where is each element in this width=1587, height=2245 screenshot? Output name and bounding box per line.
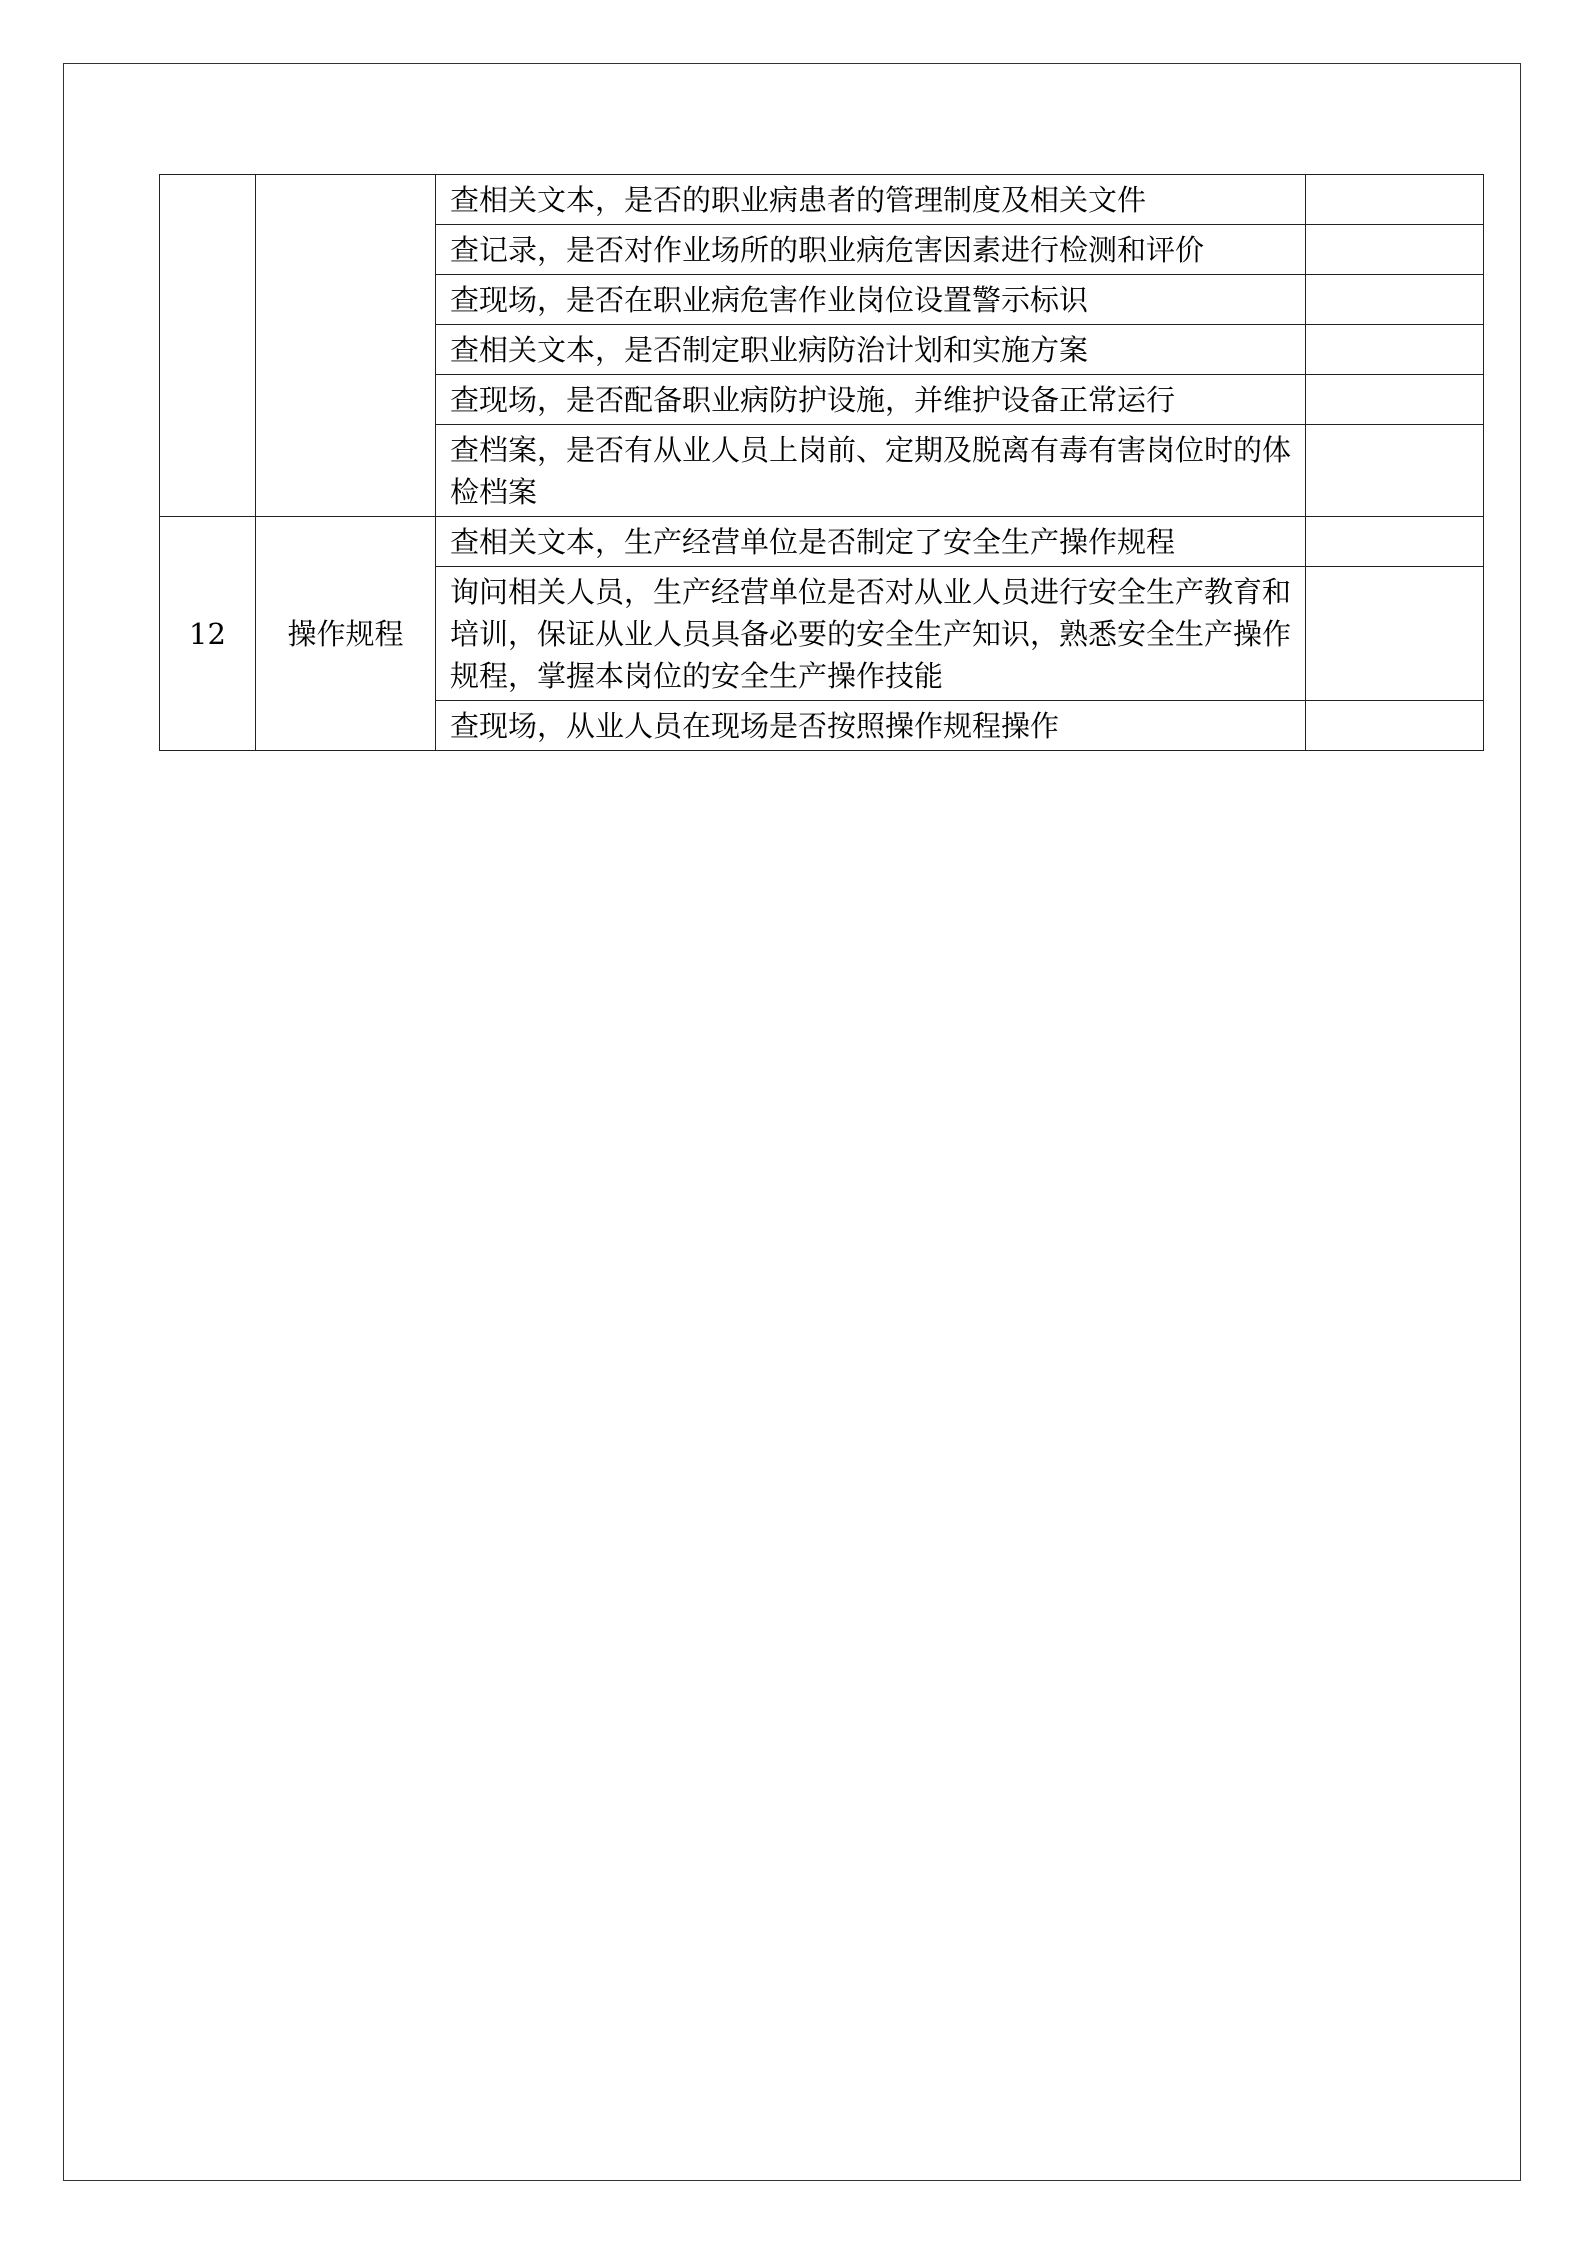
check-content-cell: 查现场，是否在职业病危害作业岗位设置警示标识	[436, 275, 1306, 325]
check-content-cell: 询问相关人员，生产经营单位是否对从业人员进行安全生产教育和培训，保证从业人员具备必要的安全生产知识，熟悉安全生产操作规程，掌握本岗位的安全生产操作技能	[436, 567, 1306, 701]
table-row	[160, 175, 1484, 225]
inspection-table	[159, 174, 1484, 751]
check-content-cell: 查相关文本，生产经营单位是否制定了安全生产操作规程	[436, 517, 1306, 567]
item-number-cell	[160, 175, 256, 517]
check-content-cell: 查档案，是否有从业人员上岗前、定期及脱离有毒有害岗位时的体检档案	[436, 425, 1306, 517]
result-cell	[1306, 375, 1484, 425]
result-cell	[1306, 225, 1484, 275]
check-content-cell: 查记录，是否对作业场所的职业病危害因素进行检测和评价	[436, 225, 1306, 275]
result-cell	[1306, 325, 1484, 375]
check-content-cell: 查现场，是否配备职业病防护设施，并维护设备正常运行	[436, 375, 1306, 425]
check-content-cell: 查现场，从业人员在现场是否按照操作规程操作	[436, 701, 1306, 751]
result-cell	[1306, 517, 1484, 567]
result-cell	[1306, 567, 1484, 701]
item-name-cell: 操作规程	[256, 517, 436, 751]
result-cell	[1306, 275, 1484, 325]
check-content-cell: 查相关文本，是否制定职业病防治计划和实施方案	[436, 325, 1306, 375]
table-row	[160, 517, 1484, 567]
item-name-cell	[256, 175, 436, 517]
result-cell	[1306, 175, 1484, 225]
result-cell	[1306, 425, 1484, 517]
result-cell	[1306, 701, 1484, 751]
check-content-cell: 查相关文本，是否的职业病患者的管理制度及相关文件	[436, 175, 1306, 225]
item-number-cell: 12	[160, 517, 256, 751]
